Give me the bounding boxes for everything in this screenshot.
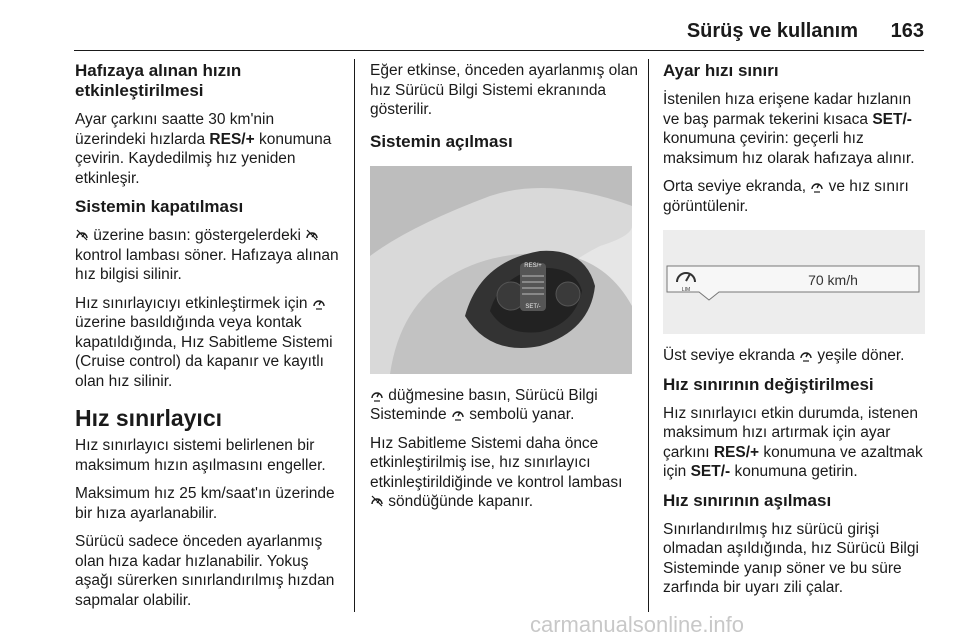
set-button-label: SET/- bbox=[525, 303, 541, 310]
para-activate bbox=[370, 386, 638, 425]
watermark: carmanualsonline.info bbox=[530, 612, 745, 637]
para-limiter-3: Sürücü sadece önceden ayarlanmış olan hıza kadar hızlanabilir. Yokuş aşağı sürerken sınırlandırılmış hızdan sapmalar olabilir. bbox=[75, 533, 335, 609]
text: sembolü yanar. bbox=[464, 406, 575, 423]
cruise-off-icon bbox=[305, 228, 319, 242]
para-limiter-activate bbox=[75, 294, 347, 392]
text: konumuna ve azaltmak için bbox=[663, 443, 923, 480]
speed-limiter-icon bbox=[370, 388, 384, 402]
text: İstenilen hıza erişene kadar hızlanın ve baş parmak tekerini kısaca bbox=[663, 91, 912, 128]
para-exceed: Sınırlandırılmış hız sürücü girişi olmadan aşıldığında, hız Sürücü Bilgi Sisteminde yanıp söner ve bu süre zarfında bir uyarı zili çalar. bbox=[663, 520, 919, 596]
heading-set: Ayar hızı sınırı bbox=[663, 61, 779, 80]
para-off bbox=[75, 226, 347, 285]
speed-limiter-icon bbox=[312, 296, 326, 310]
text: söndüğünde kapanır. bbox=[384, 493, 534, 510]
heading-exceed: Hız sınırının aşılması bbox=[663, 490, 832, 510]
para-display: Eğer etkinse, önceden ayarlanmış olan hız Sürücü Bilgi Sistemi ekranında gösterilir. bbox=[370, 62, 638, 118]
steering-wheel-image bbox=[370, 166, 632, 374]
para-recall bbox=[75, 110, 347, 188]
para-upper-display bbox=[663, 346, 931, 366]
set-label: SET/- bbox=[872, 110, 912, 128]
cruise-off-icon bbox=[75, 228, 89, 242]
heading-recall: Hafızaya alınan hızın etkinleştirilmesi bbox=[75, 61, 242, 100]
speed-limiter-icon bbox=[810, 179, 824, 193]
speed-limiter-icon bbox=[451, 407, 465, 421]
text: üzerine basıldığında veya kontak kapatıldığında, Hız Sabitleme Sistemi (Cruise control) da kapanır ve kayıtlı olan hız silinir. bbox=[75, 314, 333, 390]
page-header bbox=[0, 0, 960, 52]
para-limiter-1: Hız sınırlayıcı sistemi belirlenen bir maksimum hızın aşılmasını engeller. bbox=[75, 437, 326, 474]
text: Hız Sabitleme Sistemi daha önce etkinleştirilmiş ise, hız sınırlayıcı etkinleştirildiğinde ve kontrol lambası bbox=[370, 434, 623, 491]
set-label: SET/- bbox=[690, 463, 731, 480]
heading-off: Sistemin kapatılması bbox=[75, 197, 244, 216]
section-title: Sürüş ve kullanım bbox=[686, 20, 858, 42]
header-rule bbox=[74, 50, 924, 51]
text: kontrol lambası söner. Hafızaya alınan hız bilgisi silinir. bbox=[75, 246, 339, 283]
heading-limiter: Hız sınırlayıcı bbox=[75, 405, 223, 431]
heading-change: Hız sınırının değiştirilmesi bbox=[663, 374, 874, 394]
cruise-off-icon bbox=[370, 494, 384, 508]
column-3 bbox=[663, 61, 931, 607]
page-number: 163 bbox=[890, 20, 924, 42]
para-set bbox=[663, 90, 931, 168]
res-button-label: RES/+ bbox=[524, 262, 542, 269]
text: konumuna getirin. bbox=[730, 463, 858, 480]
heading-on: Sistemin açılması bbox=[370, 131, 513, 151]
para-cruise-off bbox=[370, 434, 638, 512]
text: konumuna çevirin: geçerli hız maksimum hız olarak hafızaya alınır. bbox=[663, 130, 915, 167]
para-mid-display bbox=[663, 177, 931, 216]
lim-label: LIM bbox=[681, 287, 691, 293]
text: ve hız sınırı görüntülenir. bbox=[663, 178, 909, 215]
instrument-display-image bbox=[663, 230, 925, 334]
column-1 bbox=[75, 61, 347, 619]
text: Orta seviye ekranda, bbox=[663, 178, 811, 195]
para-change bbox=[663, 404, 931, 482]
column-divider-1 bbox=[354, 59, 355, 612]
text: Üst seviye ekranda bbox=[663, 347, 800, 364]
text: Hız sınırlayıcı etkin durumda, istenen maksimum hızı artırmak için ayar çarkını bbox=[663, 404, 919, 461]
column-2 bbox=[370, 61, 638, 521]
res-label: RES/+ bbox=[209, 130, 255, 148]
speed-limit-value: 70 km/h bbox=[808, 272, 858, 288]
text: yeşile döner. bbox=[813, 347, 905, 364]
text: üzerine basın: göstergelerdeki bbox=[89, 227, 306, 244]
res-label: RES/+ bbox=[713, 443, 760, 461]
text: düğmesine basın, Sürücü Bilgi Sisteminde bbox=[370, 386, 598, 423]
para-limiter-2: Maksimum hız 25 km/saat'ın üzerinde bir hıza ayarlanabilir. bbox=[75, 485, 335, 522]
text: Hız sınırlayıcıyı etkinleştirmek için bbox=[75, 294, 312, 312]
text: konumuna çevirin. Kaydedilmiş hız yeniden etkinleşir. bbox=[75, 130, 332, 187]
text: Ayar çarkını saatte 30 km'nin üzerindeki hızlarda bbox=[75, 111, 275, 148]
speed-limiter-icon bbox=[799, 348, 813, 362]
column-divider-2 bbox=[648, 59, 649, 612]
